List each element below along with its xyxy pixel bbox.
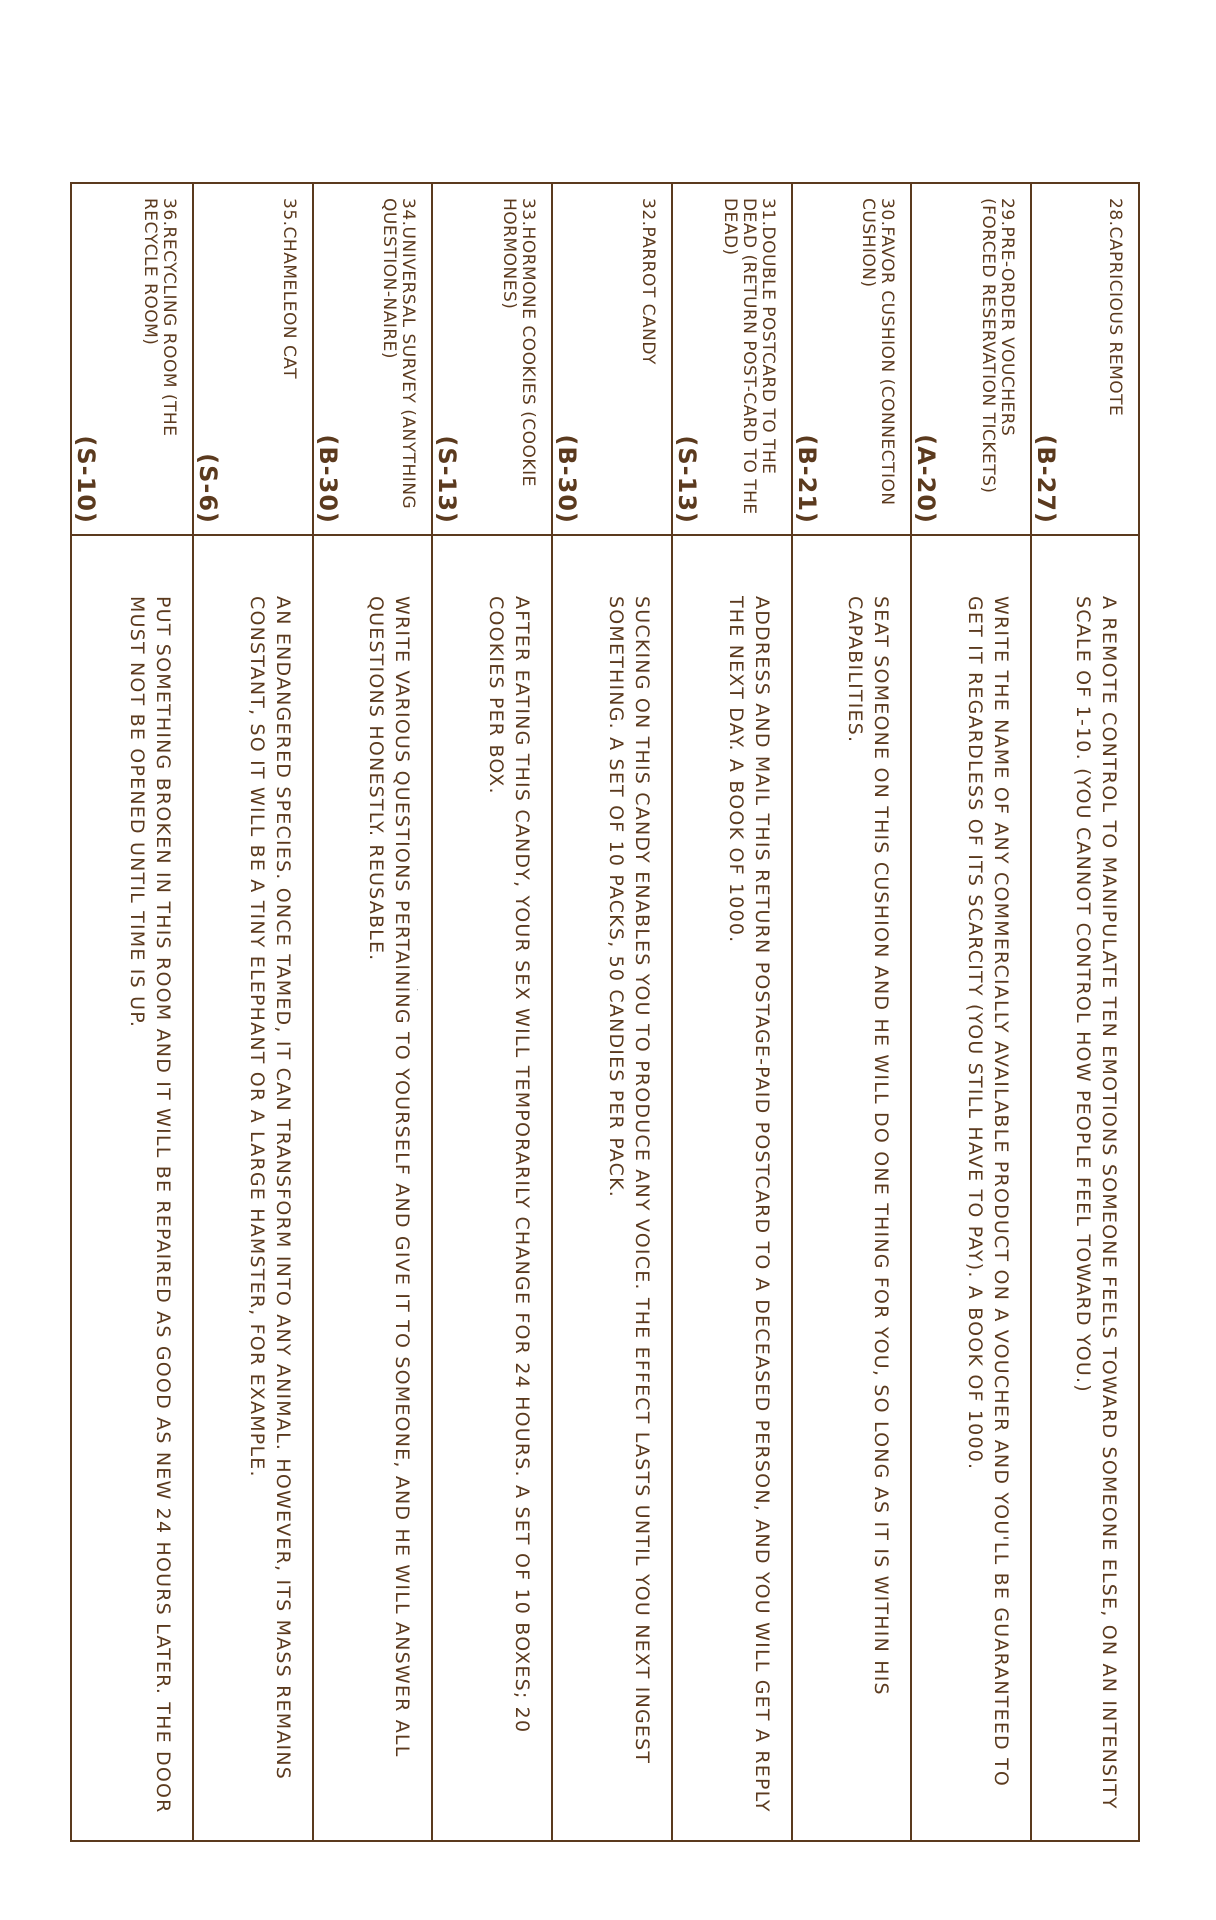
gadget-description: SUCKING ON THIS CANDY ENABLES YOU TO PRODUCE ANY VOICE. THE EFFECT LASTS UNTIL YOU NEXT INGEST SOMETHING. A SET OF 10 PACKS, 50 CANDIES PER PACK. [604,596,653,1765]
gadget-name-cell [553,184,671,536]
gadget-code: (S-6) [193,453,222,524]
gadget-description: AFTER EATING THIS CANDY, YOUR SEX WILL TEMPORARILY CHANGE FOR 24 HOURS. A SET OF 10 BOXES; 20 COOKIES PER BOX. [485,596,534,1734]
table-row [1030,184,1138,1840]
gadget-table [70,182,1140,1842]
gadget-name-cell [673,184,791,536]
table-row [72,184,192,1840]
gadget-description: WRITE THE NAME OF ANY COMMERCIALLY AVAILABLE PRODUCT ON A VOUCHER AND YOU'LL BE GUARANTEED TO GET IT REGARDLESS OF ITS SCARCITY (YOU STILL HAVE TO PAY). A BOOK OF 1000. [964,596,1013,1788]
gadget-name: 32.PARROT CANDY [637,198,658,365]
gadget-description: SEAT SOMEONE ON THIS CUSHION AND HE WILL DO ONE THING FOR YOU, SO LONG AS IT IS WITHIN HIS CAPABILITIES. [844,596,893,1696]
gadget-name: 34.UNIVERSAL SURVEY (ANYTHING QUESTION-NAIRE) [379,198,419,510]
table-row [671,184,791,1840]
gadget-code: (S-13) [433,435,462,524]
table-row [431,184,551,1840]
gadget-name: 30.FAVOR CUSHION (CONNECTION CUSHION) [858,198,898,506]
table-row [312,184,432,1840]
gadget-description: WRITE VARIOUS QUESTIONS PERTAINING TO YOURSELF AND GIVE IT TO SOMEONE, AND HE WILL ANSWER ALL QUESTIONS HONESTLY. REUSABLE. [365,596,414,1758]
gadget-code: (A-20) [912,434,941,524]
gadget-description: PUT SOMETHING BROKEN IN THIS ROOM AND IT WILL BE REPAIRED AS GOOD AS NEW 24 HOURS LATER. THE DOOR MUST NOT BE OPENED UNTIL TIME IS UP. [125,596,174,1814]
gadget-name-cell [194,184,312,536]
gadget-code: (S-13) [672,435,701,524]
table-row [791,184,911,1840]
gadget-name: 33.HORMONE COOKIES (COOKIE HORMONES) [499,198,539,487]
gadget-code: (B-21) [792,434,821,524]
table-row [192,184,312,1840]
gadget-code: (B-30) [553,434,582,524]
gadget-name: 35.CHAMELEON CAT [278,198,299,380]
scan-speck: ‧ [416,985,419,995]
gadget-name: 28.CAPRICIOUS REMOTE [1105,198,1125,417]
gadget-name: 29.PRE-ORDER VOUCHERS (FORCED RESERVATION TICKETS) [978,198,1018,494]
gadget-description: AN ENDANGERED SPECIES. ONCE TAMED, IT CAN TRANSFORM INTO ANY ANIMAL. HOWEVER, ITS MASS REMAINS CONSTANT, SO IT WILL BE A TINY ELEPHANT OR A LARGE HAMSTER, FOR EXAMPLE. [245,596,294,1781]
gadget-name-cell [793,184,911,536]
gadget-code: (B-30) [313,434,342,524]
gadget-name-cell [72,184,192,536]
gadget-name: 36.RECYCLING ROOM (THE RECYCLE ROOM) [139,198,179,437]
gadget-name-cell [433,184,551,536]
gadget-description: A REMOTE CONTROL TO MANIPULATE TEN EMOTIONS SOMEONE FEELS TOWARD SOMEONE ELSE, ON AN INTENSITY SCALE OF 1-10. (YOU CANNOT CONTROL HOW PEOPLE FEEL TOWARD YOU.) [1072,596,1120,1810]
gadget-name: 31.DOUBLE POSTCARD TO THE DEAD (RETURN POST-CARD TO THE DEAD) [719,198,778,515]
gadget-name-cell [1032,184,1138,536]
table-row [551,184,671,1840]
table-row [910,184,1030,1840]
gadget-name-cell [314,184,432,536]
gadget-code: (S-10) [71,435,100,524]
gadget-code: (B-27) [1032,434,1061,524]
gadget-name-cell [912,184,1030,536]
gadget-description: ADDRESS AND MAIL THIS RETURN POSTAGE-PAID POSTCARD TO A DECEASED PERSON, AND YOU WILL GET A REPLY THE NEXT DAY. A BOOK OF 1000. [724,596,773,1813]
